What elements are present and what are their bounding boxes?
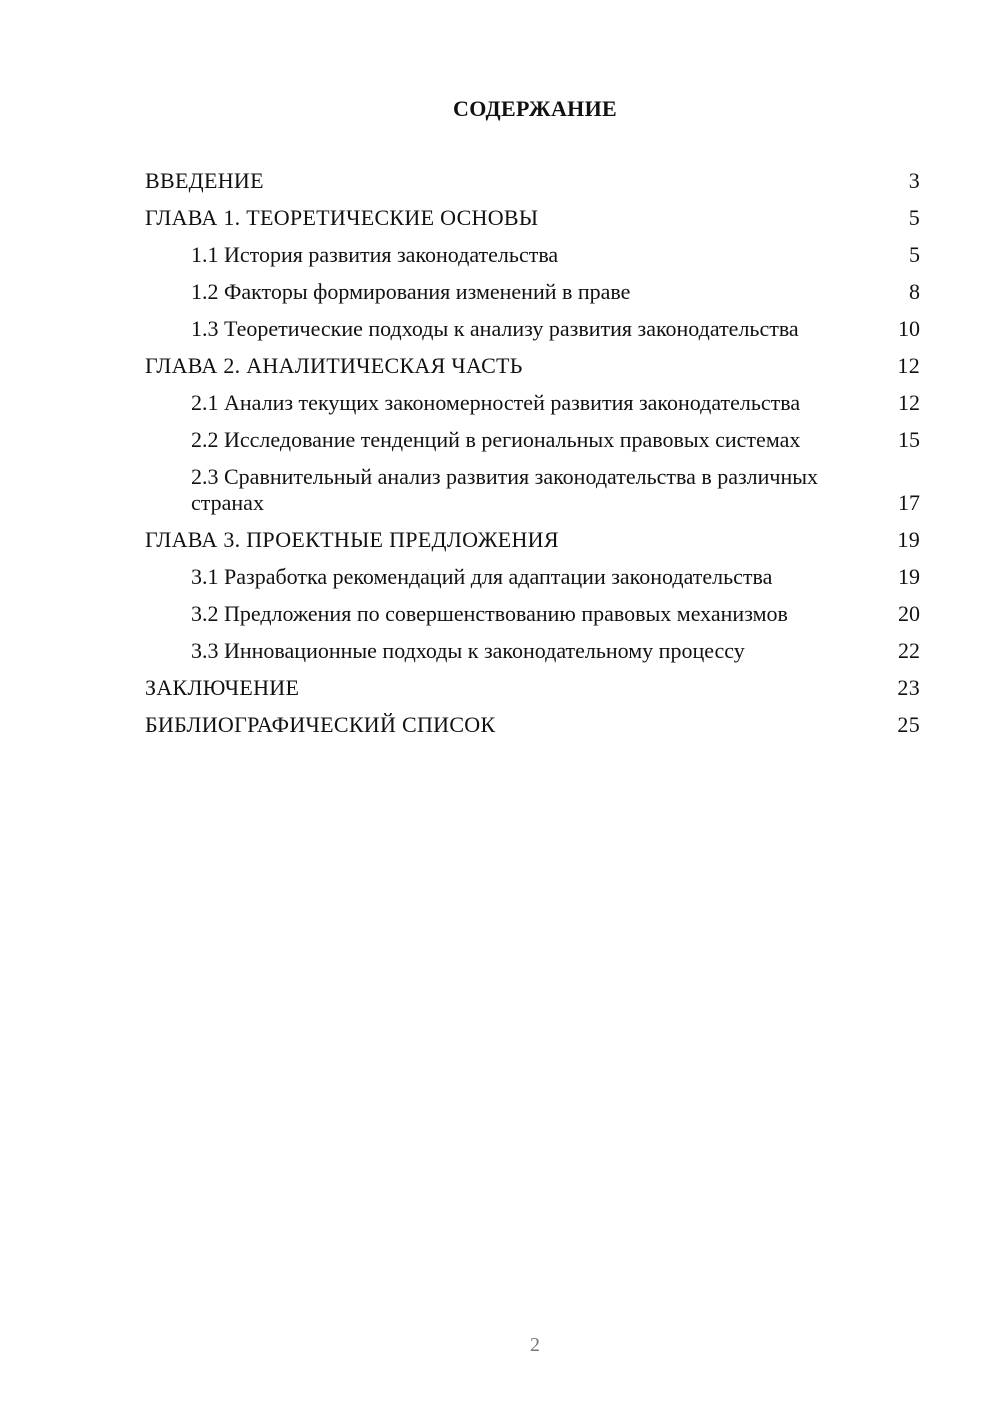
toc-entry-page: 22	[898, 638, 920, 663]
toc-entry-text: БИБЛИОГРАФИЧЕСКИЙ СПИСОК	[145, 712, 496, 737]
toc-entry-section-2-3[interactable]	[145, 464, 920, 516]
toc-entry-bibliography[interactable]	[145, 712, 920, 738]
toc-entry-section-1-2[interactable]	[145, 279, 920, 305]
toc-entry-page: 23	[897, 675, 920, 700]
toc-entry-text: ГЛАВА 3. ПРОЕКТНЫЕ ПРЕДЛОЖЕНИЯ	[145, 527, 559, 552]
toc-entry-text: 3.3 Инновационные подходы к законодательному процессу	[191, 638, 745, 663]
table-of-contents	[145, 168, 920, 738]
toc-entry-page: 25	[897, 712, 920, 737]
toc-entry-text: 1.3 Теоретические подходы к анализу развития законодательства	[191, 316, 799, 341]
toc-entry-page: 19	[898, 564, 920, 589]
toc-entry-section-2-2[interactable]	[145, 427, 920, 453]
toc-entry-page: 10	[898, 316, 920, 341]
toc-entry-section-2-1[interactable]	[145, 390, 920, 416]
toc-entry-page: 8	[909, 279, 920, 304]
toc-entry-text: ЗАКЛЮЧЕНИЕ	[145, 675, 300, 700]
toc-entry-section-1-1[interactable]	[145, 242, 920, 268]
toc-entry-page: 20	[898, 601, 920, 626]
toc-entry-page: 12	[898, 390, 920, 415]
toc-entry-chapter-2[interactable]	[145, 353, 920, 379]
toc-entry-page: 5	[908, 205, 920, 230]
toc-entry-text: ГЛАВА 1. ТЕОРЕТИЧЕСКИЕ ОСНОВЫ	[145, 205, 539, 230]
toc-entry-text: 2.3 Сравнительный анализ развития законодательства в различных странах	[191, 464, 819, 515]
toc-entry-text: 2.1 Анализ текущих закономерностей развития законодательства	[191, 390, 801, 415]
toc-entry-page: 15	[898, 427, 920, 452]
toc-entry-text: 1.1 История развития законодательства	[191, 242, 559, 267]
toc-entry-chapter-3[interactable]	[145, 527, 920, 553]
toc-entry-text: ГЛАВА 2. АНАЛИТИЧЕСКАЯ ЧАСТЬ	[145, 353, 523, 378]
toc-entry-section-3-1[interactable]	[145, 564, 920, 590]
toc-entry-text: 2.2 Исследование тенденций в региональных правовых системах	[191, 427, 801, 452]
toc-entry-page: 19	[897, 527, 920, 552]
toc-entry-section-1-3[interactable]	[145, 316, 920, 342]
toc-entry-page: 12	[897, 353, 920, 378]
toc-entry-text: 1.2 Факторы формирования изменений в праве	[191, 279, 631, 304]
toc-entry-page: 3	[908, 168, 920, 193]
toc-entry-introduction[interactable]	[145, 168, 920, 194]
toc-entry-conclusion[interactable]	[145, 675, 920, 701]
toc-entry-page: 5	[909, 242, 920, 267]
toc-entry-text: 3.1 Разработка рекомендаций для адаптации законодательства	[191, 564, 773, 589]
toc-entry-section-3-3[interactable]	[145, 638, 920, 664]
toc-entry-page: 17	[898, 490, 920, 515]
toc-title: СОДЕРЖАНИЕ	[453, 96, 617, 121]
toc-entry-section-3-2[interactable]	[145, 601, 920, 627]
toc-entry-chapter-1[interactable]	[145, 205, 920, 231]
toc-entry-text: 3.2 Предложения по совершенствованию правовых механизмов	[191, 601, 788, 626]
toc-entry-text: ВВЕДЕНИЕ	[145, 168, 264, 193]
page-number: 2	[530, 1334, 540, 1356]
